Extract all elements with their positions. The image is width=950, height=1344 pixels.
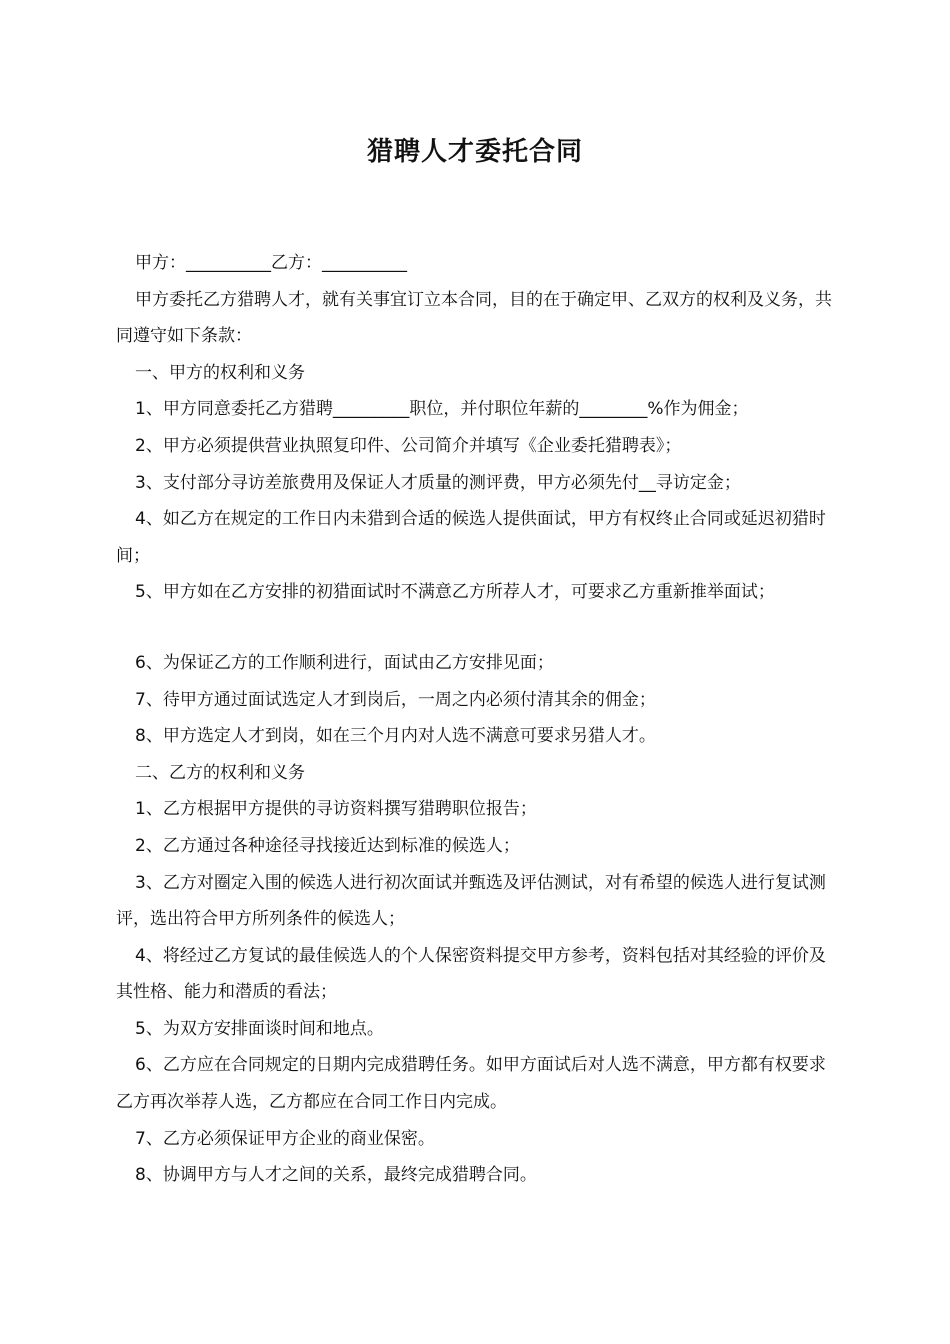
section-heading-party-b: 二、乙方的权利和义务 [135, 762, 305, 783]
clause-a-6: 6、为保证乙方的工作顺利进行，面试由乙方安排见面； [135, 652, 554, 673]
clause-b-2: 2、乙方通过各种途径寻找接近达到标准的候选人； [135, 835, 520, 856]
party-line: 甲方：__________乙方：__________ [135, 253, 407, 273]
clause-b-8: 8、协调甲方与人才之间的关系，最终完成猎聘合同。 [135, 1165, 537, 1186]
clause-b-7: 7、乙方必须保证甲方企业的商业保密。 [135, 1128, 435, 1149]
section-heading-party-a: 一、甲方的权利和义务 [135, 362, 305, 383]
clause-b-1: 1、乙方根据甲方提供的寻访资料撰写猎聘职位报告； [135, 799, 537, 820]
intro-paragraph: 甲方委托乙方猎聘人才，就有关事宜订立本合同，目的在于确定甲、乙双方的权利及义务，共同遵守如下条款： [116, 289, 832, 347]
clause-b-4: 4、将经过乙方复试的最佳候选人的个人保密资料提交甲方参考，资料包括对其经验的评价及其性格、能力和潜质的看法； [116, 945, 826, 1003]
clause-b-6: 6、乙方应在合同规定的日期内完成猎聘任务。如甲方面试后对人选不满意，甲方都有权要求乙方再次举荐人选，乙方都应在合同工作日内完成。 [116, 1055, 826, 1113]
document-title: 猎聘人才委托合同 [366, 137, 583, 167]
clause-a-1: 1、甲方同意委托乙方猎聘_________职位，并付职位年薪的________%作为佣金； [135, 399, 749, 420]
clause-a-3: 3、支付部分寻访差旅费用及保证人才质量的测评费，甲方必须先付__寻访定金； [135, 472, 741, 493]
clause-b-5: 5、为双方安排面谈时间和地点。 [135, 1018, 384, 1039]
clause-a-2: 2、甲方必须提供营业执照复印件、公司简介并填写《企业委托猎聘表》； [135, 435, 682, 456]
clause-b-3: 3、乙方对圈定入围的候选人进行初次面试并甄选及评估测试，对有希望的候选人进行复试测评，选出符合甲方所列条件的候选人； [116, 872, 826, 930]
clause-a-7: 7、待甲方通过面试选定人才到岗后，一周之内必须付清其余的佣金； [135, 689, 656, 710]
paragraph-gap [116, 611, 840, 645]
clause-a-4: 4、如乙方在规定的工作日内未猎到合适的候选人提供面试，甲方有权终止合同或延迟初猎时间； [116, 509, 826, 566]
clause-a-5: 5、甲方如在乙方安排的初猎面试时不满意乙方所荐人才，可要求乙方重新推举面试； [135, 582, 775, 603]
document-body [116, 245, 840, 1194]
clause-a-8: 8、甲方选定人才到岗，如在三个月内对人选不满意可要求另猎人才。 [135, 726, 656, 747]
